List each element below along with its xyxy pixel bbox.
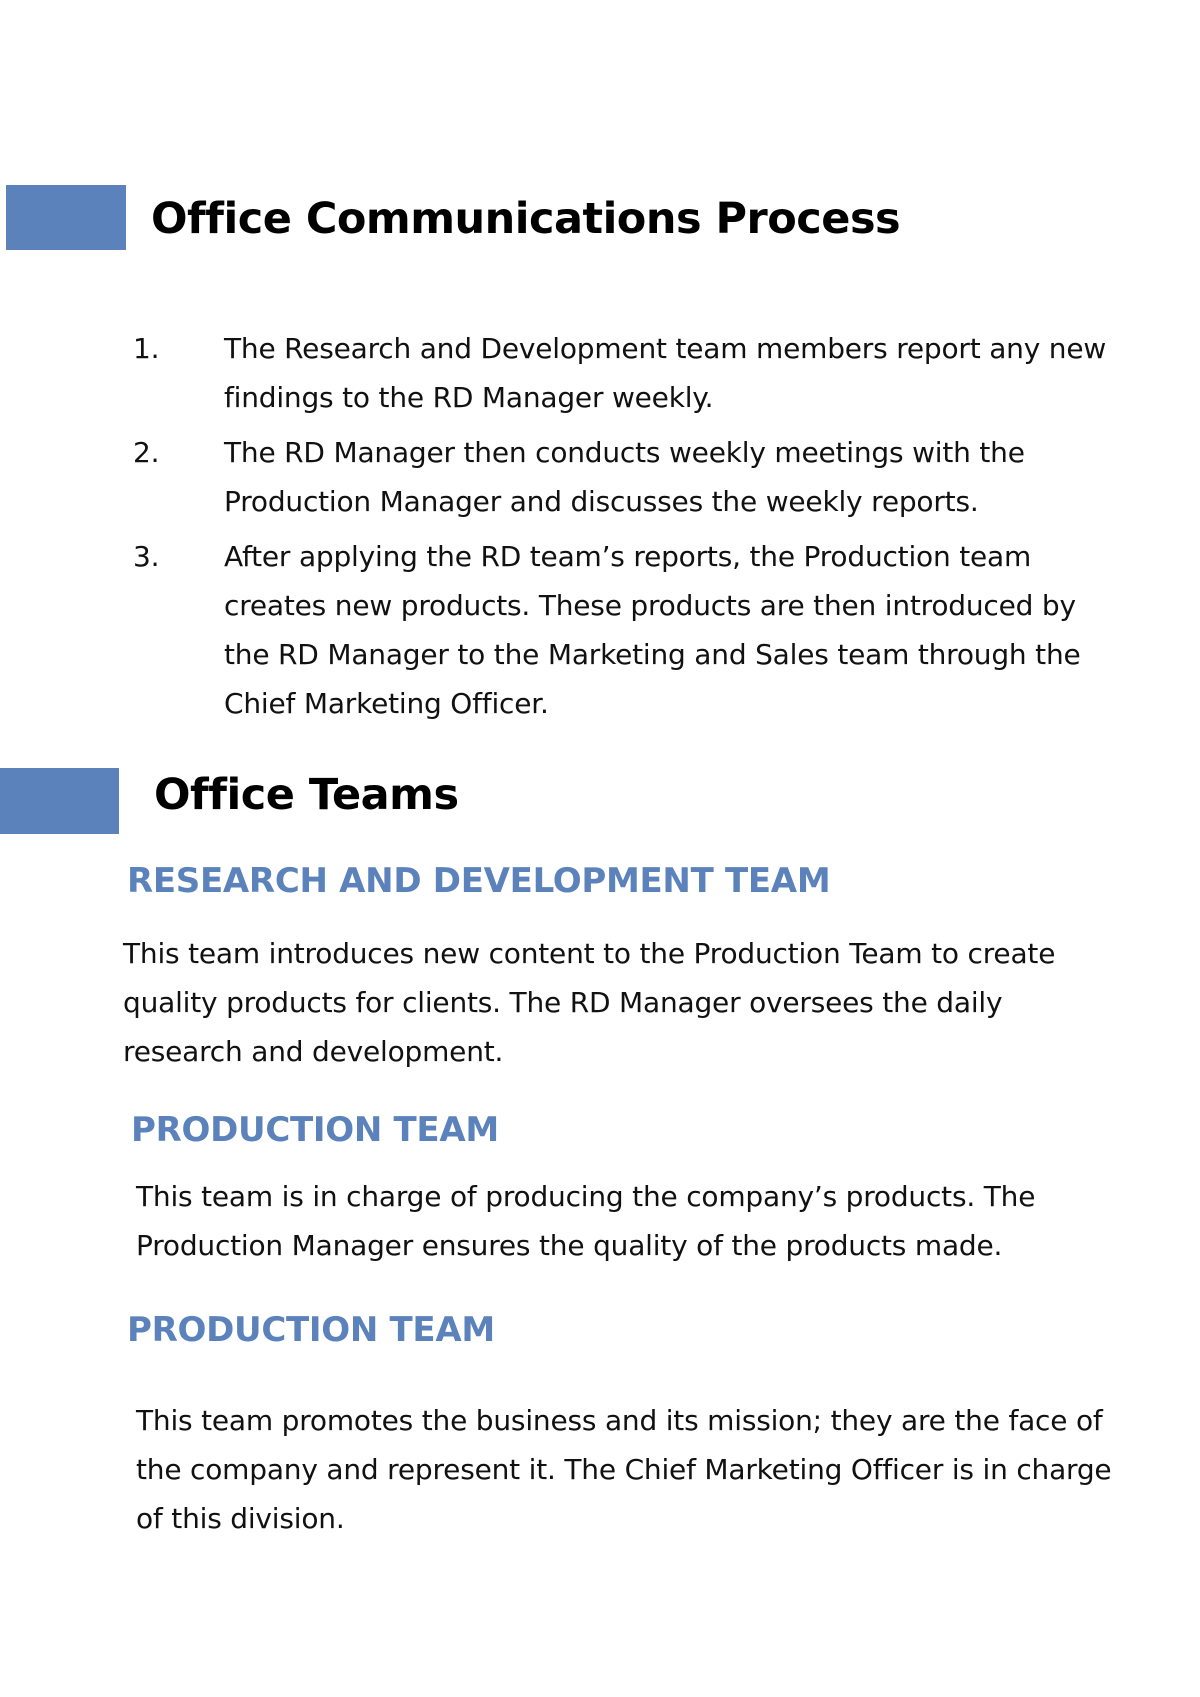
section-accent-block — [6, 185, 126, 250]
team-heading: PRODUCTION TEAM — [127, 1310, 495, 1350]
section-title-teams: Office Teams — [154, 770, 459, 820]
step-text: The RD Manager then conducts weekly meetings with the Production Manager and discusses the weekly reports. — [224, 436, 1025, 518]
process-step — [133, 428, 1113, 526]
step-number: 1. — [133, 332, 160, 365]
team-description: This team is in charge of producing the company’s products. The Production Manager ensures the quality of the products made. — [136, 1180, 1036, 1262]
step-text: The Research and Development team members report any new findings to the RD Manager weekly. — [224, 332, 1107, 414]
team-heading: PRODUCTION TEAM — [131, 1110, 499, 1150]
process-step — [133, 324, 1113, 422]
step-number: 2. — [133, 436, 160, 469]
step-number: 3. — [133, 540, 160, 573]
team-heading: RESEARCH AND DEVELOPMENT TEAM — [127, 861, 831, 901]
section-accent-block — [0, 768, 119, 834]
team-description: This team promotes the business and its mission; they are the face of the company and represent it. The Chief Marketing Officer is in charge of this division. — [136, 1404, 1112, 1535]
step-text: After applying the RD team’s reports, the Production team creates new products. These products are then introduced by the RD Manager to the Marketing and Sales team through the Chief Marketing Officer. — [224, 540, 1081, 720]
section-title-communications: Office Communications Process — [151, 194, 901, 244]
process-step — [133, 532, 1113, 728]
team-description: This team introduces new content to the Production Team to create quality products for clients. The RD Manager oversees the daily research and development. — [123, 937, 1056, 1068]
process-steps-list — [133, 324, 1113, 734]
